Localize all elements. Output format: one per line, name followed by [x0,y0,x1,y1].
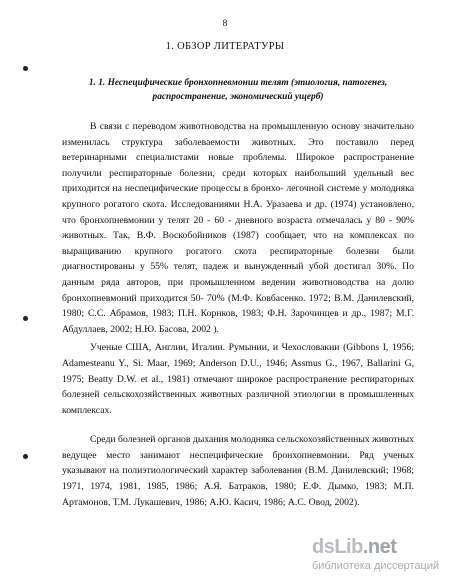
margin-bullet-mark [23,66,28,71]
watermark-logo-main: dsLib [312,536,363,558]
page-number: 8 [222,19,228,29]
site-watermark [312,536,442,576]
margin-bullet-mark [23,454,28,459]
margin-bullet-mark [23,316,28,321]
watermark-logo-tld: .net [362,536,397,558]
paragraph: В связи с переводом животноводства на промышленную основу значительно изменилась структура заболеваемости животных. Это поставило перед ветеринарными специалистами новые проблемы. Широкое распространение получили респираторные болезни, среди которых наибольший удельный вес приходится на неспецифические процессы в бронхо- легочной системе у молодняка крупного рогатого скота. Исследованиями Н.А. Уразаева и др. (1974) установлено, что бронхопневмонии у телят 20 - 60 - дневного возраста отмечалась у 80 - 90% животных. Так, В.Ф. Воскобойников (1987) сообщает, что на комплексах по выращиванию крупного рогатого скота респираторные болезни были диагностированы у 55% телят, падеж и вынужденный убой достигал 30%. По данным ряда авторов, при промышленном ведении животноводства на долю бронхопневмоний приходится 50- 70% (М.Ф. Ковбасенко. 1972; В.М. Данилевский, 1980; С.С. Абрамов, 1983; П.Н. Корнков, 1983; Ф.Н. Зарочинцев и др., 1987; М.Г. Абдуллаев, 2002; Н.Ю. Басова, 2002 ). [62,121,414,335]
subsection-title: 1. 1. Неспецифические бронхопневмонии телят (этиология, патогенез, распространение, экономический ущерб) [88,78,388,102]
body-text [62,119,414,510]
watermark-subtitle: библиотека диссертаций [312,560,440,572]
paragraph: Среди болезней органов дыхания молодняка сельскохозяйственных животных ведущее место занимают неспецифические бронхопневмонии. Ряд ученых указывают на полиэтиологический характер заболевания (В.М. Данилевский; 1968; 1971, 1974, 1981, 1985, 1986; А.Я. Батраков, 1980; Е.Ф. Дымко, 1983; М.П. Артамонов, Т.М. Лукашевич, 1986; А.Ю. Касич, 1986; А.С. Овод, 2002). [62,434,414,508]
watermark-logo [312,536,442,562]
paragraph: Ученые США, Англии, Италии. Румынии, и Чехословакии (Gibbons I, 1956; Adamesteanu Y., Si. Maar, 1969; Anderson D.U., 1946; Assmus G., 1967, Ballarini G, 1975; Beatty D.W. et al., 1981) отмечают широкое распространение респираторных болезней сельскохозяйственных животных различной этиологии в промышленных комплексах. [62,342,414,416]
section-title: 1. ОБЗОР ЛИТЕРАТУРЫ [165,41,285,52]
